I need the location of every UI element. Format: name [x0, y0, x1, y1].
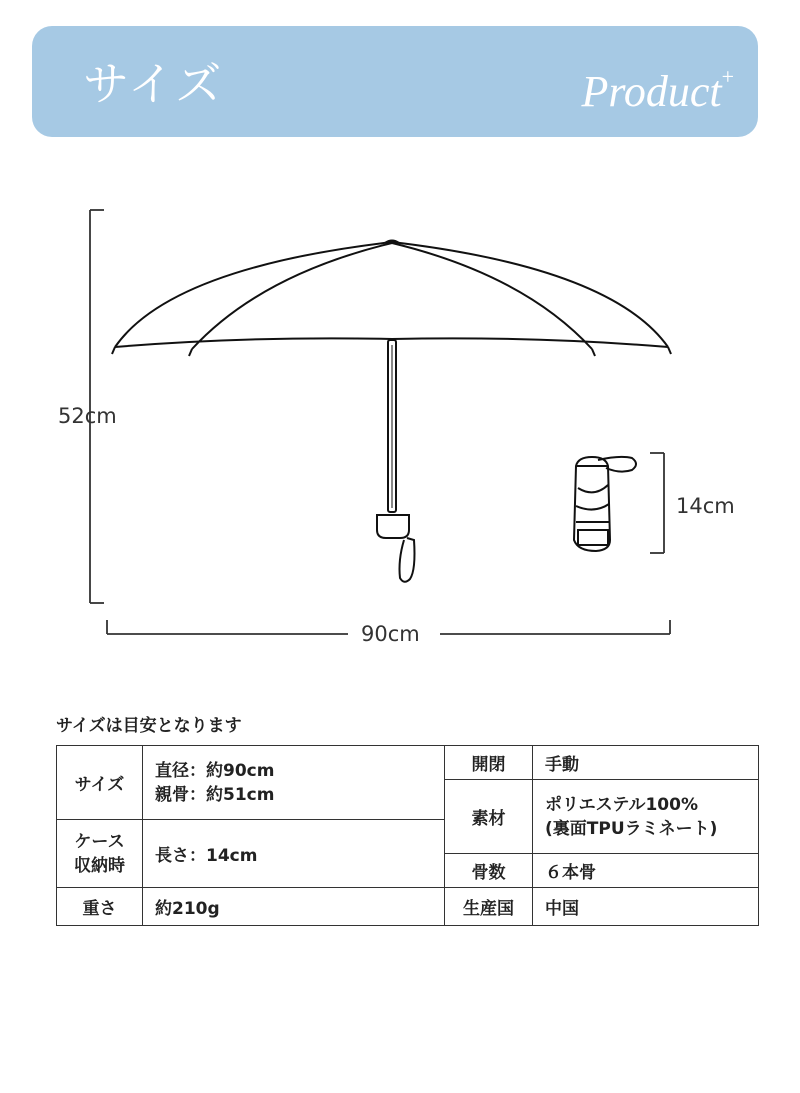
ribs-label-cell [445, 854, 533, 888]
material-note: (裏面TPUラミネート) [545, 818, 718, 839]
ribs-value: ６本骨 [545, 863, 596, 883]
case-label-2: 収納時 [74, 855, 125, 876]
origin-value: 中国 [545, 899, 579, 919]
height-label: 52cm [58, 404, 117, 428]
weight-label: 重さ [82, 899, 117, 919]
material-value: ポリエステル100% [545, 794, 698, 815]
size-value-cell [143, 746, 445, 820]
size-label: サイズ [74, 775, 125, 795]
case-value-cell [143, 820, 445, 888]
open-value: 手動 [545, 755, 579, 775]
size-rib-value: 親骨：約51cm [155, 784, 275, 805]
case-value: 長さ：14cm [155, 846, 258, 866]
weight-label-cell [57, 888, 143, 926]
case-label-cell [57, 820, 143, 888]
open-label: 開閉 [471, 755, 506, 775]
umbrella-illustration [0, 190, 800, 660]
width-label: 90cm [361, 622, 420, 646]
header-banner [32, 26, 758, 137]
material-value-cell [533, 780, 759, 854]
spec-caption: サイズは目安となります [56, 716, 242, 736]
umbrella-handle [377, 515, 415, 582]
product-logo [581, 64, 734, 117]
page-title: サイズ [83, 57, 224, 111]
open-value-cell [533, 746, 759, 780]
product-logo-mark: + [721, 64, 734, 89]
weight-value-cell [143, 888, 445, 926]
origin-value-cell [533, 888, 759, 926]
folded-length-bracket [650, 453, 664, 553]
open-label-cell [445, 746, 533, 780]
ribs-value-cell [533, 854, 759, 888]
origin-label: 生産国 [463, 899, 514, 919]
case-label-1: ケース [74, 831, 125, 852]
product-logo-text: Product [581, 67, 722, 116]
folded-umbrella [574, 457, 636, 551]
material-label: 素材 [471, 809, 506, 829]
size-label-cell [57, 746, 143, 820]
weight-value: 約210g [155, 899, 220, 919]
material-label-cell [445, 780, 533, 854]
size-diameter-value: 直径：約90cm [155, 760, 275, 781]
ribs-label: 骨数 [471, 863, 506, 883]
folded-length-label: 14cm [676, 494, 735, 518]
origin-label-cell [445, 888, 533, 926]
spec-table [56, 745, 759, 926]
umbrella-shaft [388, 340, 396, 512]
umbrella-size-diagram [0, 190, 800, 660]
umbrella-canopy [112, 241, 671, 357]
